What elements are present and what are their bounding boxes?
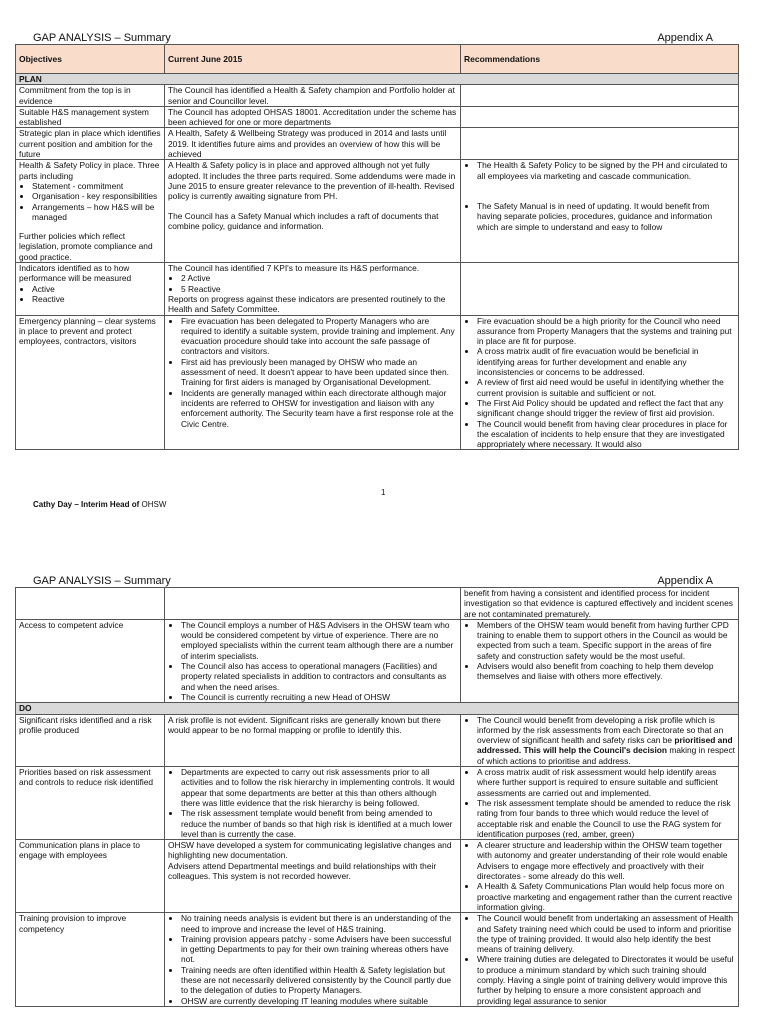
list-item: • 5 Reactive bbox=[181, 284, 457, 294]
section-row-do bbox=[16, 703, 739, 714]
recommendation-text-bold: prioritised and addressed. This will help the Council's decision bbox=[477, 735, 733, 756]
table-row bbox=[16, 619, 739, 702]
current-text: Reports on progress against these indicators are presented routinely to the Health and Safety Committee. bbox=[168, 293, 446, 315]
current-cell: The Council has adopted OHSAS 18001. Accreditation under the scheme has been achieved for one or more departments bbox=[165, 106, 461, 128]
footer-name: Cathy Day – Interim Head of bbox=[33, 500, 142, 509]
objective-cell: Communication plans in place to engage with employees bbox=[16, 840, 165, 913]
recommendations-header: Recommendations bbox=[461, 45, 739, 74]
recommendation-list bbox=[464, 160, 735, 181]
list-item: • The risk assessment template would benefit from being amended to reduce the number of bands so that high risk is identified at a much lower level than is currently the case. bbox=[181, 808, 457, 839]
section-row-plan bbox=[16, 74, 739, 85]
current-text: Advisers attend Departmental meetings and build relationships with their colleagues. This system is not recorded however. bbox=[168, 860, 437, 882]
list-item: • Training needs are often identified within Health & Safety legislation but these are not necessarily delivered consistently by the Council partly due to the delegation of duties to Property Managers. bbox=[181, 965, 457, 996]
objective-list bbox=[19, 284, 161, 305]
current-cell: A Health, Safety & Wellbeing Strategy was produced in 2014 and lasts until 2019. It identifies future aims and provides an overview of how this will be achieved bbox=[165, 128, 461, 160]
list-item: • A cross matrix audit of fire evacuation would be beneficial in identifying areas for further development and enable any inconsistencies or concerns to be addressed. bbox=[477, 346, 735, 377]
current-text: OHSW have developed a system for communicating legislative changes and highlighting new documentation. bbox=[168, 840, 452, 861]
current-list bbox=[168, 316, 457, 429]
objective-cell: Training provision to improve competency bbox=[16, 913, 165, 1007]
list-item: • A Health & Safety Communications Plan would help focus more on proactive marketing and engagement rather than the current reactive information giving. bbox=[477, 881, 735, 912]
recommendation-list bbox=[464, 201, 735, 232]
objective-cell: Significant risks identified and a risk profile produced bbox=[16, 714, 165, 766]
table-row bbox=[16, 840, 739, 913]
list-item: • A clearer structure and leadership within the OHSW team together with autonomy and greater understanding of their role would enable Advisers to engage more effectively and proactively with their directorates - some already do this well. bbox=[477, 840, 735, 881]
list-item: • Departments are expected to carry out risk assessments prior to all activities and to follow the risk hierarchy in implementing controls. It would appear that some departments are better at this than others although there was little evidence that the risk hierarchy is being followed. bbox=[181, 767, 457, 808]
list-item: • Training provision appears patchy - some Advisers have been successful in getting Departments to pay for their own training whereas others have not. bbox=[181, 934, 457, 965]
current-cell bbox=[165, 263, 461, 315]
table-row bbox=[16, 263, 739, 315]
recommendation-cell bbox=[461, 913, 739, 1007]
recommendation-cell bbox=[461, 767, 739, 840]
current-cell bbox=[165, 840, 461, 913]
list-item bbox=[477, 715, 735, 766]
list-item: • Arrangements – how H&S will be managed bbox=[32, 202, 161, 223]
recommendation-list bbox=[464, 767, 735, 839]
current-header: Current June 2015 bbox=[165, 45, 461, 74]
current-cell bbox=[165, 619, 461, 702]
table-row bbox=[16, 160, 739, 263]
table-row bbox=[16, 85, 739, 107]
current-cell bbox=[165, 913, 461, 1007]
list-item: • Members of the OHSW team would benefit from having further CPD training to enable them to support others in the Council as would be expected from such a team. Specific support in the areas of fire safety and construction safety would be the most useful. bbox=[477, 620, 735, 661]
recommendation-cell bbox=[461, 840, 739, 913]
document-title: GAP ANALYSIS – Summary bbox=[33, 32, 171, 44]
list-item: • The Council would benefit from having clear procedures in place for the escalation of incidents to help ensure that they are investigated appropriately where necessary. It would also bbox=[477, 419, 735, 450]
list-item: • The risk assessment template should be amended to reduce the risk rating from four bands to three which would reduce the level of acceptable risk and enable the Council to use the RAG system for identification purposes (red, amber, green) bbox=[477, 798, 735, 839]
list-item: • Statement - commitment bbox=[32, 181, 161, 191]
table-header-row bbox=[16, 45, 739, 74]
list-item: • The Council also has access to operational managers (Facilities) and property related specialists in addition to contractors and consultants as and when the need arises. bbox=[181, 661, 457, 692]
current-list bbox=[168, 767, 457, 839]
recommendation-cell: benefit from having a consistent and identified process for incident investigation so that evidence is captured effectively and incident scenes are not contaminated prematurely. bbox=[461, 588, 739, 620]
list-item: • OHSW are currently developing IT leaning modules where suitable bbox=[181, 996, 457, 1006]
objective-text: Further policies which reflect legislation, promote compliance and good practice. bbox=[19, 231, 153, 262]
gap-analysis-table bbox=[15, 44, 739, 450]
list-item: • Fire evacuation has been delegated to Property Managers who are required to identify a suitable system, provide training and implement. Any evacuation procedure should take into account the safe passage of contractors and visitors. bbox=[181, 316, 457, 357]
current-cell: A risk profile is not evident. Significant risks are generally known but there would appear to be no formal mapping or profile to identify this. bbox=[165, 714, 461, 766]
recommendation-cell bbox=[461, 714, 739, 766]
section-label: PLAN bbox=[16, 74, 739, 85]
page-number: 1 bbox=[381, 488, 386, 497]
objective-list bbox=[19, 181, 161, 222]
recommendation-text: making in respect of which actions to prioritise and address. bbox=[477, 745, 735, 766]
recommendation-cell bbox=[461, 85, 739, 107]
current-cell bbox=[165, 767, 461, 840]
recommendation-cell bbox=[461, 128, 739, 160]
gap-analysis-table bbox=[15, 587, 739, 1007]
recommendation-list bbox=[464, 715, 735, 766]
objective-cell: Commitment from the top is in evidence bbox=[16, 85, 165, 107]
current-list bbox=[168, 620, 457, 702]
recommendation-cell bbox=[461, 315, 739, 450]
list-item: • Advisers would also benefit from coaching to help them develop themselves and liaise with others more effectively. bbox=[477, 661, 735, 682]
recommendation-cell bbox=[461, 263, 739, 315]
list-item: • No training needs analysis is evident but there is an understanding of the need to improve and increase the level of H&S training. bbox=[181, 913, 457, 934]
footer-dept: OHSW bbox=[141, 500, 167, 509]
objective-cell: Access to competent advice bbox=[16, 619, 165, 702]
current-cell bbox=[165, 588, 461, 620]
objective-text: Health & Safety Policy in place. Three parts including bbox=[19, 160, 160, 181]
table-row bbox=[16, 128, 739, 160]
current-cell: The Council has identified a Health & Safety champion and Portfolio holder at senior and Councillor level. bbox=[165, 85, 461, 107]
objective-cell: Suitable H&S management system established bbox=[16, 106, 165, 128]
objective-cell: Emergency planning – clear systems in place to prevent and protect employees, contractors, visitors bbox=[16, 315, 165, 450]
recommendation-cell bbox=[461, 160, 739, 263]
list-item: • First aid has previously been managed by OHSW who made an assessment of need. It doesn't appear to have been updated since then. Training for first aiders is managed by Organisational Development. bbox=[181, 357, 457, 388]
current-list bbox=[168, 273, 457, 294]
list-item: • The Council would benefit from undertaking an assessment of Health and Safety training need which could be used to inform and prioritise the type of training provided. It would also help identify the best means of training delivery. bbox=[477, 913, 735, 954]
table-row bbox=[16, 767, 739, 840]
objectives-header: Objectives bbox=[16, 45, 165, 74]
objective-cell bbox=[16, 263, 165, 315]
table-row bbox=[16, 588, 739, 620]
list-item: • Where training duties are delegated to Directorates it would be useful to produce a minimum standard by which such training should comply. Having a single point of training delivery would improve this further by helping to ensure a more consistent approach and providing legal assurance to senior bbox=[477, 954, 735, 1005]
list-item: • Active bbox=[32, 284, 161, 294]
list-item: • The Safety Manual is in need of updating. It would benefit from having separate policies, procedures, guidance and information which are simple to understand and easy to follow bbox=[477, 201, 735, 232]
list-item: • The Health & Safety Policy to be signed by the PH and circulated to all employees via marketing and cascade communication. bbox=[477, 160, 735, 181]
table-row bbox=[16, 714, 739, 766]
list-item: • A review of first aid need would be useful in identifying whether the current provision is suitable and sufficient or not. bbox=[477, 377, 735, 398]
appendix-label: Appendix A bbox=[657, 32, 713, 44]
objective-cell: Priorities based on risk assessment and controls to reduce risk identified bbox=[16, 767, 165, 840]
list-item: • Incidents are generally managed within each directorate although major incidents are referred to OHSW for investigation and liaison with any enforcement authority. The Security team have a first response role at the Civic Centre. bbox=[181, 388, 457, 429]
section-label: DO bbox=[16, 703, 739, 714]
list-item: • Reactive bbox=[32, 294, 161, 304]
list-item: • Organisation - key responsibilities bbox=[32, 191, 161, 201]
table-row bbox=[16, 106, 739, 128]
list-item: • The Council employs a number of H&S Advisers in the OHSW team who would be considered competent by virtue of experience. There are no employed specialists within the current team although there are a number of interim specialists. bbox=[181, 620, 457, 661]
footer-author bbox=[33, 500, 166, 509]
current-cell bbox=[165, 315, 461, 450]
recommendation-cell bbox=[461, 106, 739, 128]
list-item: • The Council is currently recruiting a new Head of OHSW bbox=[181, 692, 457, 702]
appendix-label: Appendix A bbox=[657, 575, 713, 587]
current-cell bbox=[165, 160, 461, 263]
table-row bbox=[16, 315, 739, 450]
objective-cell bbox=[16, 588, 165, 620]
recommendation-list bbox=[464, 620, 735, 682]
recommendation-list bbox=[464, 840, 735, 912]
recommendation-cell bbox=[461, 619, 739, 702]
current-list bbox=[168, 913, 457, 1006]
table-row bbox=[16, 913, 739, 1007]
list-item: • The First Aid Policy should be updated and reflect the fact that any significant change should trigger the review of first aid provision. bbox=[477, 398, 735, 419]
list-item: • A cross matrix audit of risk assessment would help identify areas where further support is required to ensure suitable and sufficient assessments are carried out and implemented. bbox=[477, 767, 735, 798]
objective-cell: Strategic plan in place which identifies current position and ambition for the future bbox=[16, 128, 165, 160]
recommendation-list bbox=[464, 913, 735, 1006]
current-text: The Council has a Safety Manual which includes a raft of documents that combine policy, guidance and information. bbox=[168, 210, 439, 231]
objective-text: Indicators identified as to how performance will be measured bbox=[19, 263, 132, 284]
list-item: • Fire evacuation should be a high priority for the Council who need assurance from Property Managers that the systems and training put in place are fit for purpose. bbox=[477, 316, 735, 347]
recommendation-text: The Council would benefit from developing a risk profile which is informed by the risk assessments from each Directorate so that an overview of significant health and safety risks can be bbox=[477, 714, 724, 746]
list-item: • 2 Active bbox=[181, 273, 457, 283]
recommendation-list bbox=[464, 316, 735, 450]
current-text: A Health & Safety policy is in place and approved although not yet fully adopted. It includes the three parts required. Some addendums were made in June 2015 to ensure greater relevance to the prevention of ill-health. Revised policy is currently awaiting signature from PH. bbox=[168, 160, 456, 202]
current-text: The Council has identified 7 KPI's to measure its H&S performance. bbox=[168, 263, 420, 274]
objective-cell bbox=[16, 160, 165, 263]
document-title: GAP ANALYSIS – Summary bbox=[33, 575, 171, 587]
